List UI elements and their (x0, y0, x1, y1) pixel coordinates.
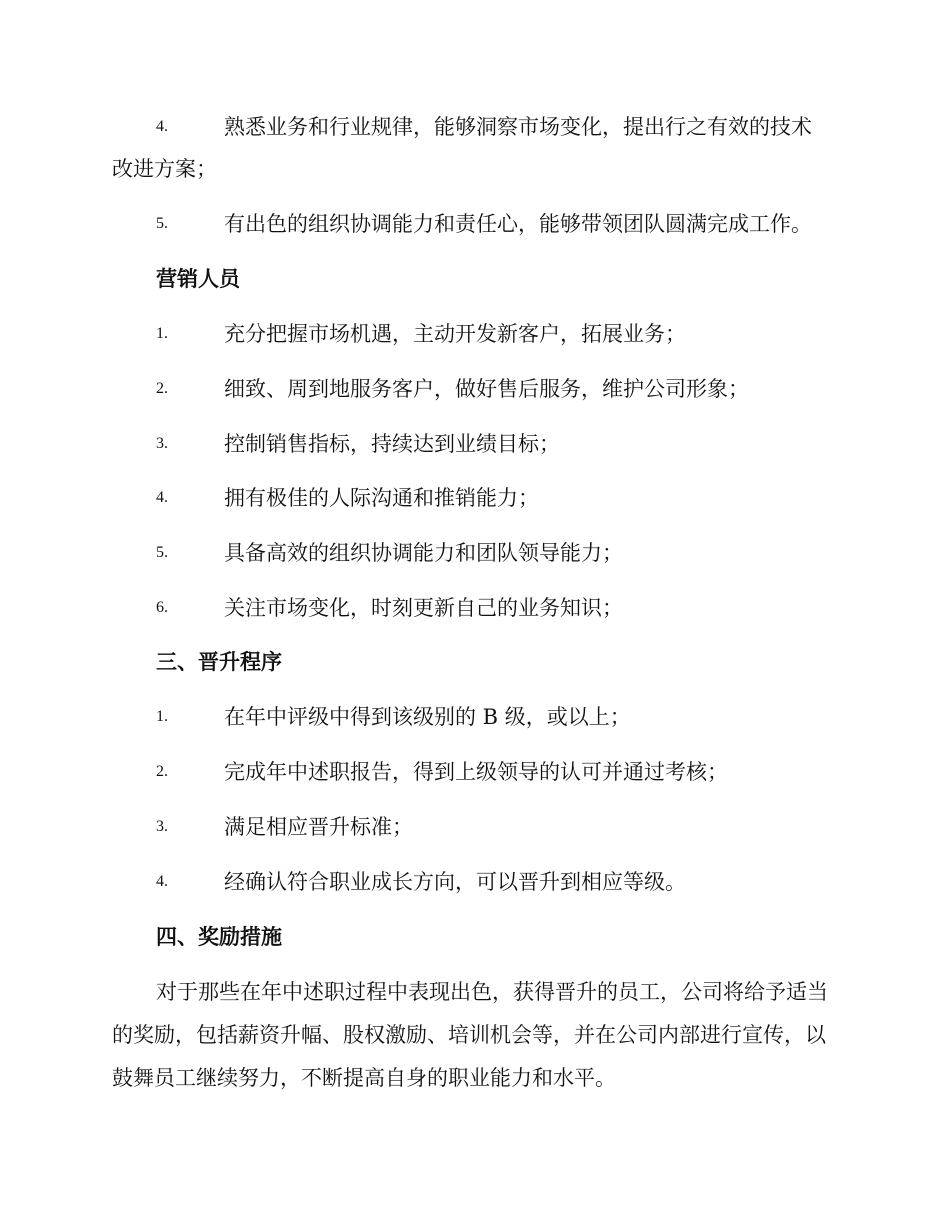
list-item (112, 696, 832, 738)
section-heading: 营销人员 (156, 266, 240, 291)
list-item-number: 2. (156, 763, 168, 780)
list-item-text: 经确认符合职业成长方向，可以晋升到相应等级。 (224, 870, 686, 894)
list-item-text: 在年中评级中得到该级别的 B 级，或以上； (224, 705, 631, 729)
list-item (112, 423, 832, 465)
list-item-text: 满足相应晋升标准； (224, 815, 413, 839)
list-item-number: 5. (156, 215, 168, 232)
list-item (112, 368, 832, 410)
list-item (112, 477, 832, 519)
list-item-number: 1. (156, 708, 168, 725)
list-item-number: 4. (156, 118, 168, 135)
list-item-number: 6. (156, 599, 168, 616)
list-item-text: 完成年中述职报告，得到上级领导的认可并通过考核； (224, 760, 728, 784)
list-item-number: 3. (156, 435, 168, 452)
list-item-text: 关注市场变化，时刻更新自己的业务知识； (224, 596, 623, 620)
list-item-text: 控制销售指标，持续达到业绩目标； (224, 432, 560, 456)
list-item (112, 751, 832, 793)
list-item-text: 具备高效的组织协调能力和团队领导能力； (224, 541, 623, 565)
list-item-number: 3. (156, 818, 168, 835)
list-item-number: 2. (156, 380, 168, 397)
list-item-number: 4. (156, 489, 168, 506)
list-item-number: 1. (156, 325, 168, 342)
list-item-text: 拥有极佳的人际沟通和推销能力； (224, 486, 539, 510)
list-item (112, 106, 832, 190)
list-item (112, 587, 832, 629)
list-item (112, 806, 832, 848)
section-heading: 三、晋升程序 (156, 649, 282, 674)
list-item-text: 充分把握市场机遇，主动开发新客户，拓展业务； (224, 322, 686, 346)
list-item-number: 5. (156, 544, 168, 561)
list-item-number: 4. (156, 873, 168, 890)
section-heading: 四、奖励措施 (156, 924, 282, 949)
list-item (112, 203, 832, 245)
list-item-text: 有出色的组织协调能力和责任心，能够带领团队圆满完成工作。 (224, 212, 812, 236)
list-item (112, 861, 832, 903)
list-item-text: 熟悉业务和行业规律，能够洞察市场变化，提出行之有效的技术改进方案； (112, 115, 812, 181)
list-item (112, 532, 832, 574)
body-paragraph: 对于那些在年中述职过程中表现出色，获得晋升的员工，公司将给予适当的奖励，包括薪资升幅、股权激励、培训机会等，并在公司内部进行宣传，以鼓舞员工继续努力，不断提高自身的职业能力和水平。 (112, 980, 828, 1090)
list-item (112, 313, 832, 355)
list-item-text: 细致、周到地服务客户，做好售后服务，维护公司形象； (224, 377, 749, 401)
